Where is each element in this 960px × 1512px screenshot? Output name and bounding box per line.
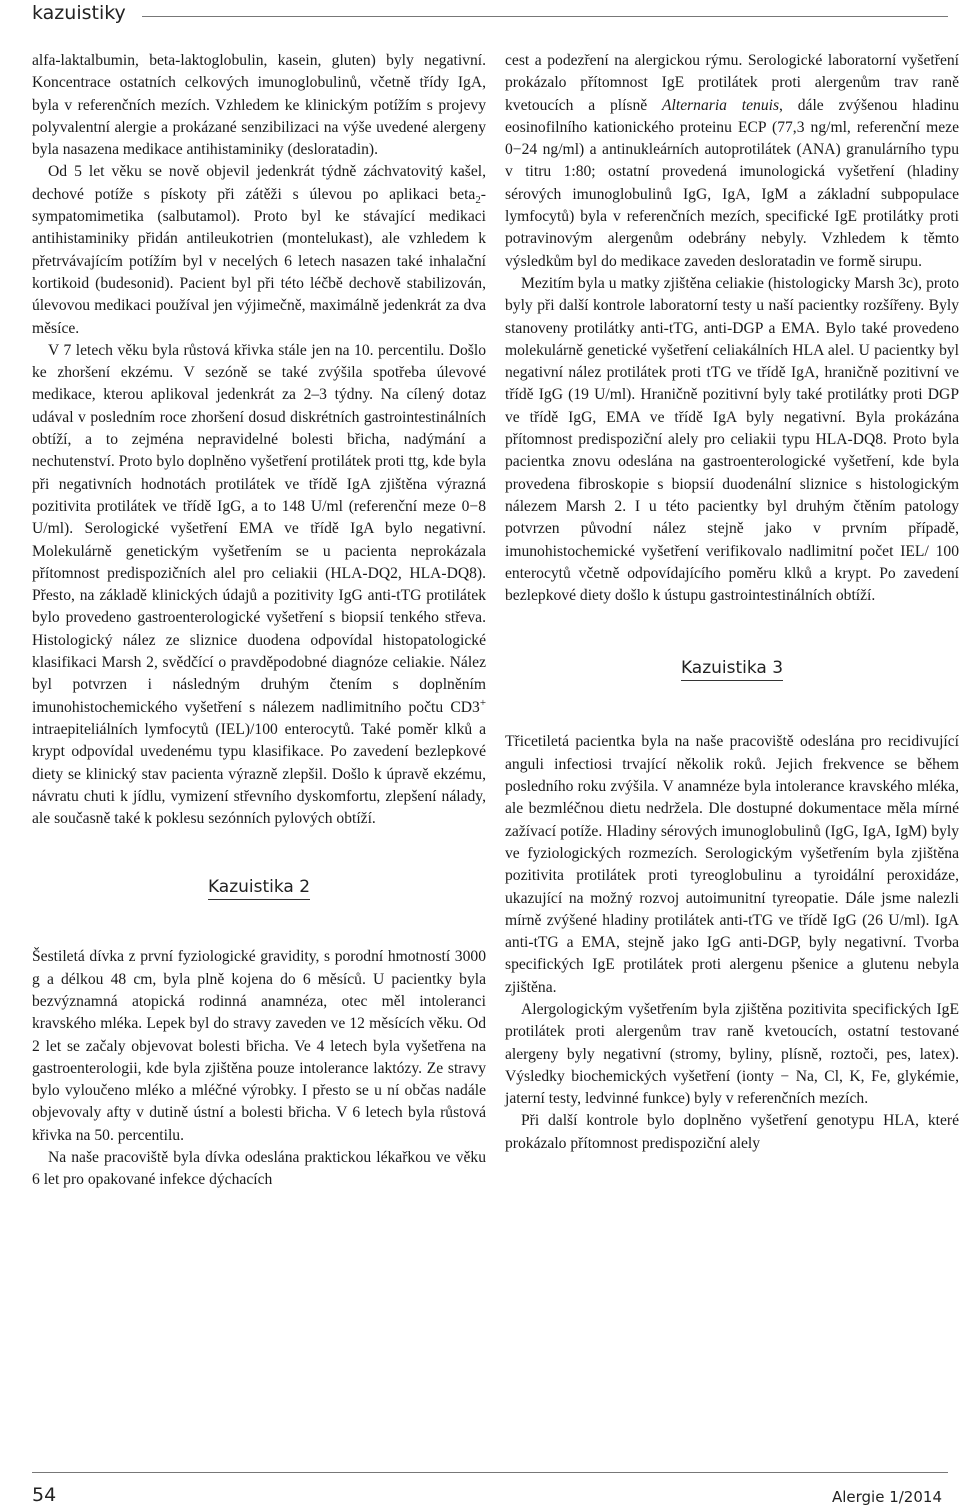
page-number: 54 — [32, 1484, 57, 1506]
text-run: , dále zvýšenou hladinu eosinofilního kationického proteinu ECP (77,3 ng/ml, referenční meze 0−24 ng/ml) a antinukleárních autoprotilátek (ANA) granulárního typu v titru 1:80; ostatní provedená imunologická vyšetření (hladiny sérových imunoglobulinů IgG, IgA, IgM a základní subpopulace lymfocytů) byla v referenčních mezích, specifické IgE protilátky proti potravinovým alergenům odebrány nebyly. Vzhledem k těmto výsledkům byl do medikace zaveden desloratadin ve formě sirupu. — [505, 96, 959, 270]
paragraph: Třicetiletá pacientka byla na naše pracoviště odeslána pro recidivující anguli infectiosi trvající několik roků. Jejich frekvence se během posledního roku zvýšila. V anamnéze byla intolerance kravského mléka, ale bezmléčnou dietu nedržela. Dle dostupné dokumentace měla mírné zažívací potíže. Hladiny sérových imunoglobulinů (IgG, IgA, IgM) byly ve fyziologických rozmezích. Serologickým vyšetřením byla zjištěna pozitivita protilátek proti tyreoglobulinu a tyroidální peroxidáze, ukazující na možný rozvoj autoimunitní tyreopatie. Dále jsme nalezli mírně zvýšené hladiny protilátek anti-tTG ve třídě IgG (26 U/ml). IgA anti-tTG a EMA, stejně jako IgG anti-DGP, byly negativní. Tvorba specifických IgE protilátek proti alergenu pšenice a glutenu nebyla zjištěna. — [505, 733, 959, 996]
running-header — [0, 0, 960, 34]
right-column — [505, 50, 959, 1155]
paragraph — [505, 50, 959, 273]
paragraph: alfa-laktalbumin, beta-laktoglobulin, kasein, gluten) byly negativní. Koncentrace ostatních celkových imunoglobulinů, včetně třídy IgA, byla v referenčních mezích. Vzhledem ke klinickým potížím s projevy polyvalentní alergie a prokázané senzibilizaci na výše uvedené alergeny byla nasazena medikace antihistaminiky (desloratadin). — [32, 52, 486, 159]
text-run: -sympatomimetika (salbutamol). Proto byl ke stávající medikaci antihistaminiky přidán antileukotrien (montelukast), ale vzhledem k přetrvávajícím potížím byl v necelých 6 letech nasazen také inhalační kortikoid (budesonid). Pacient byl při této léčbě dechově stabilizován, úlevovou medikaci používal jen výjimečně, maximálně jedenkrát za dva měsíce. — [32, 185, 486, 337]
text-run: V 7 letech věku byla růstová křivka stále jen na 10. percentilu. Došlo ke zhoršení ekzému. V sezóně se také zvýšila spotřeba úlevové medikace, kterou aplikoval jedenkrát za 2–3 týdny. Na cílený dotaz udával v posledním roce zhoršení dosud diskrétních gastrointestinálních obtíží, a to zejména nepravidelné bolesti břicha, nadýmání a nechutenství. Proto bylo doplněno vyšetření protilátek proti ttg, kde byla při negativních hodnotách protilátek ve třídě IgA zjištěna výrazná pozitivita protilátek ve třídě IgG, a to 148 U/ml (referenční meze 0−8 U/ml). Serologické vyšetření EMA ve třídě IgA bylo negativní. Molekulárně genetickým vyšetřením se u pacienta neprokázala přítomnost predispozičních alel pro celiakii (HLA-DQ2, HLA-DQ8). Přesto, na základě klinických údajů a pozitivity IgG anti-tTG protilátek bylo provedeno gastroenterologické vyšetření s biopsií tenkého střeva. Histologický nález ze sliznice duodena odpovídal histopatologické klasifikaci Marsh 2, svědčící o pravděpodobné diagnóze celiakie. Nález byl potvrzen i následným druhým čtením s doplněním imunohistochemického vyšetření s nálezem nadlimitního počtu CD3 — [32, 341, 486, 716]
paragraph: Alergologickým vyšetřením byla zjištěna pozitivita specifických IgE protilátek proti alergenům trav raně kvetoucích, ostatní testované alergeny byly negativní (stromy, byliny, plísně, roztoči, pes, latex). Výsledky biochemických vyšetření (ionty − Na, Cl, K, Fe, glykémie, jaterní testy, ledvinné funkce) byly v referenčních mezích. — [505, 1000, 959, 1108]
subscript: 2 — [475, 193, 481, 206]
paragraph — [32, 161, 486, 339]
superscript: + — [479, 696, 486, 709]
paragraph — [32, 340, 486, 831]
journal-issue: Alergie 1/2014 — [831, 1488, 942, 1506]
left-column — [32, 50, 486, 1192]
header-rule — [142, 16, 948, 17]
text-run: cest a podezření na alergickou rýmu. Serologické laboratorní vyšetření prokázalo přítomnost IgE protilátek proti alergenům trav raně kvetoucích a plísně — [505, 52, 959, 114]
footer-rule — [32, 1472, 948, 1473]
paragraph: Šestiletá dívka z první fyziologické gravidity, s porodní hmotností 3000 g a délkou 48 cm, byla plně kojena do 6 měsíců. U pacientky byla bezvýznamná atopická rodinná anamnéza, otec měl intoleranci kravského mléka. Lepek byl do stravy zaveden ve 12 měsících věku. Od 2 let se začaly objevovat bolesti břicha. Ve 4 letech byla vyšetřena na gastroenterologii, kde byla zjištěna pouze intolerance laktózy. Ze stravy bylo vyloučeno mléko a mléčné výrobky. I přesto se u ní občas nadále objevovaly afty v dutině ústní a bolesti břicha. V 6 letech byla růstová křivka na 50. percentilu. — [32, 948, 486, 1144]
italic-term: Alternaria tenuis — [662, 96, 780, 114]
text-run: Od 5 let věku se nově objevil jedenkrát týdně záchvatovitý kašel, dechové potíže s pískoty při zátěži s úlevou po aplikaci beta — [32, 163, 486, 203]
section-label: kazuistiky — [32, 2, 126, 24]
text-run: intraepiteliálních lymfocytů (IEL)/100 enterocytů. Také poměr klků a krypt odpovídal uvedenému typu klasifikace. Po zavedení bezlepkové diety se klinický stav pacienta výrazně zlepšil. Došlo k úpravě ekzému, návratu chuti k jídlu, vymizení střevního dyskomfortu, zlepšení nálady, ale současně také k poklesu sezónních pylových obtíží. — [32, 720, 486, 828]
heading-kazuistika-3: Kazuistika 3 — [681, 657, 783, 681]
paragraph: Při další kontrole bylo doplněno vyšetření genotypu HLA, které prokázalo přítomnost predispoziční alely — [505, 1112, 959, 1152]
paragraph: Mezitím byla u matky zjištěna celiakie (histologicky Marsh 3c), proto byly při další kontrole laboratorní testy u naší pacientky rozšířeny. Byly stanoveny protilátky anti-tTG, anti-DGP a EMA. Bylo také provedeno molekulárně genetické vyšetření celiakálních HLA alel. U pacientky byl negativní nález protilátek proti tTG ve třídě IgA, hraničně pozitivní ve třídě IgG (19 U/ml). Hraničně pozitivní byly také protilátky proti DGP ve třídě IgG, EMA ve třídě IgA byly negativní. Byla prokázána přítomnost predispoziční alely pro celiakii typu HLA-DQ8. Proto byla pacientka znovu odeslána na gastroenterologické vyšetření, kde byla provedena fibroskopie s biopsií duodenální sliznice s histologickým nálezem Marsh 2. I u této pacientky byl druhým čtěním patology potvrzen původní nález stejně jako v prvním případě, imunohistochemické vyšetření verifikovalo nadlimitní počet IEL/ 100 enterocytů včetně odpovídajícího poměru klků a krypt. Po zavedení bezlepkové diety došlo k ústupu gastrointestinálních obtíží. — [505, 274, 959, 605]
heading-kazuistika-2: Kazuistika 2 — [208, 876, 310, 900]
paragraph: Na naše pracoviště byla dívka odeslána praktickou lékařkou ve věku 6 let pro opakované infekce dýchacích — [32, 1149, 486, 1189]
